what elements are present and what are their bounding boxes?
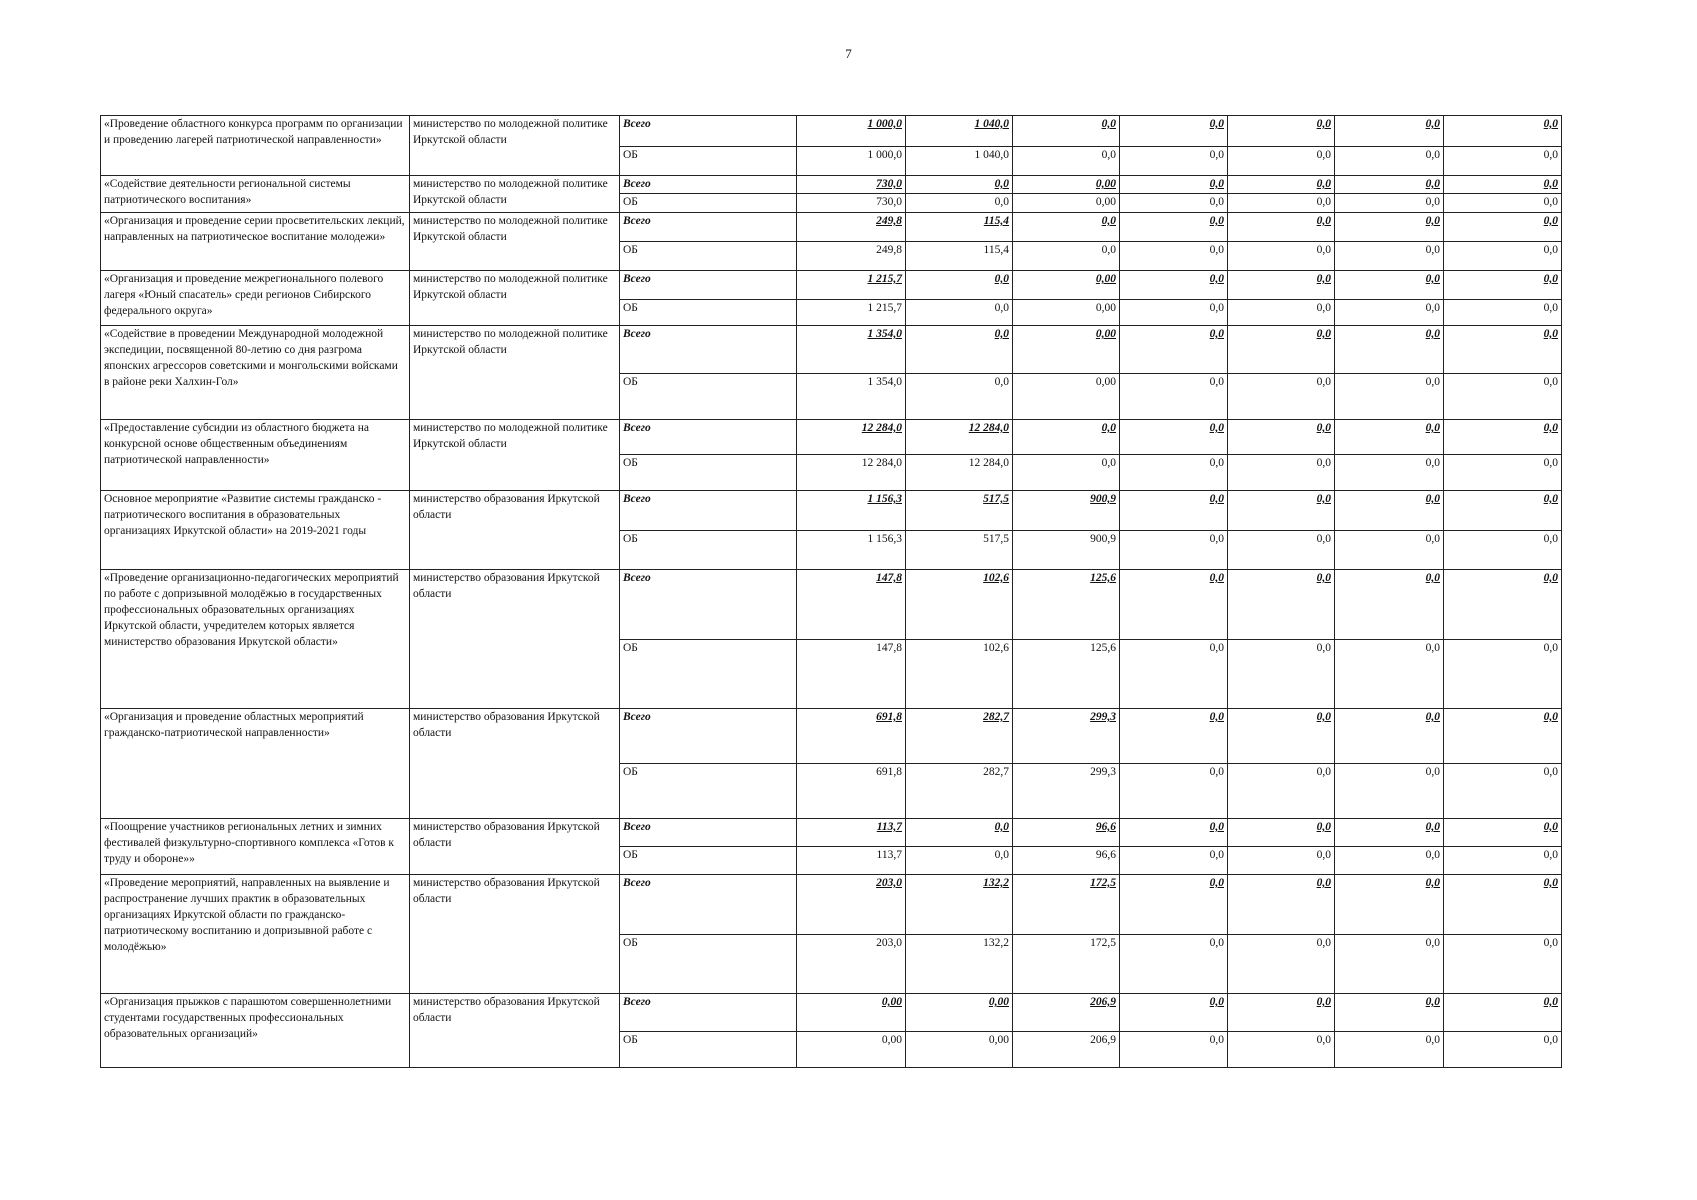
ob-amount-cell: 12 284,0: [906, 455, 1013, 491]
ob-amount-cell: 0,0: [1335, 374, 1444, 420]
funding-source-total-label: Всего: [620, 213, 797, 242]
total-amount-cell: 1 354,0: [797, 326, 906, 374]
total-amount-cell: 0,0: [1444, 709, 1562, 764]
responsible-executor: министерство по молодежной политике Иркутской области: [410, 213, 620, 271]
total-amount-cell: 0,0: [1444, 994, 1562, 1032]
funding-source-ob-label: ОБ: [620, 374, 797, 420]
activity-description: «Поощрение участников региональных летних и зимних фестивалей физкультурно-спортивного комплекса «Готов к труду и обороне»»: [101, 819, 410, 875]
ob-amount-cell: 0,0: [1444, 764, 1562, 819]
total-amount-cell: 0,0: [1013, 420, 1120, 455]
total-amount-cell: 0,0: [1444, 326, 1562, 374]
activity-description: «Содействие деятельности региональной системы патриотического воспитания»: [101, 176, 410, 213]
total-amount-cell: 0,0: [1120, 994, 1228, 1032]
ob-amount-cell: 0,0: [1335, 300, 1444, 326]
ob-amount-cell: 730,0: [797, 194, 906, 213]
total-amount-cell: 0,0: [906, 326, 1013, 374]
total-amount-cell: 0,0: [1444, 875, 1562, 935]
ob-amount-cell: 102,6: [906, 640, 1013, 709]
total-amount-cell: 0,0: [1335, 570, 1444, 640]
total-amount-cell: 1 040,0: [906, 116, 1013, 147]
ob-amount-cell: 0,0: [1335, 531, 1444, 570]
funding-source-ob-label: ОБ: [620, 531, 797, 570]
funding-source-total-label: Всего: [620, 570, 797, 640]
ob-amount-cell: 0,0: [1013, 455, 1120, 491]
ob-amount-cell: 0,0: [1228, 935, 1335, 994]
responsible-executor: министерство образования Иркутской области: [410, 491, 620, 570]
total-amount-cell: 0,0: [1120, 875, 1228, 935]
total-amount-cell: 900,9: [1013, 491, 1120, 531]
total-amount-cell: 0,0: [1228, 570, 1335, 640]
ob-amount-cell: 0,0: [1120, 147, 1228, 176]
table-row: [101, 326, 1562, 374]
ob-amount-cell: 299,3: [1013, 764, 1120, 819]
ob-amount-cell: 0,0: [1335, 455, 1444, 491]
ob-amount-cell: 0,0: [1120, 194, 1228, 213]
total-amount-cell: 0,0: [1120, 819, 1228, 847]
total-amount-cell: 0,0: [1228, 213, 1335, 242]
total-amount-cell: 0,0: [1444, 819, 1562, 847]
ob-amount-cell: 0,0: [906, 847, 1013, 875]
total-amount-cell: 0,0: [1120, 176, 1228, 194]
ob-amount-cell: 0,0: [1335, 194, 1444, 213]
total-amount-cell: 517,5: [906, 491, 1013, 531]
ob-amount-cell: 132,2: [906, 935, 1013, 994]
total-amount-cell: 125,6: [1013, 570, 1120, 640]
activity-description: «Проведение областного конкурса программ по организации и проведению лагерей патриотической направленности»: [101, 116, 410, 176]
ob-amount-cell: 0,0: [1444, 935, 1562, 994]
ob-amount-cell: 1 000,0: [797, 147, 906, 176]
total-amount-cell: 0,0: [1335, 819, 1444, 847]
ob-amount-cell: 0,0: [1444, 242, 1562, 271]
total-amount-cell: 0,0: [1444, 176, 1562, 194]
total-amount-cell: 0,0: [1228, 875, 1335, 935]
total-amount-cell: 203,0: [797, 875, 906, 935]
total-amount-cell: 96,6: [1013, 819, 1120, 847]
table-row: [101, 420, 1562, 455]
total-amount-cell: 0,0: [1228, 326, 1335, 374]
ob-amount-cell: 0,0: [1120, 847, 1228, 875]
ob-amount-cell: 0,0: [1013, 242, 1120, 271]
ob-amount-cell: 0,0: [1120, 640, 1228, 709]
total-amount-cell: 0,0: [1013, 213, 1120, 242]
funding-source-ob-label: ОБ: [620, 455, 797, 491]
funding-source-total-label: Всего: [620, 709, 797, 764]
ob-amount-cell: 203,0: [797, 935, 906, 994]
funding-source-ob-label: ОБ: [620, 194, 797, 213]
ob-amount-cell: 0,00: [1013, 194, 1120, 213]
ob-amount-cell: 0,0: [1120, 374, 1228, 420]
activity-description: «Организация и проведение серии просветительских лекций, направленных на патриотическое воспитание молодежи»: [101, 213, 410, 271]
funding-source-ob-label: ОБ: [620, 242, 797, 271]
ob-amount-cell: 0,0: [1120, 764, 1228, 819]
total-amount-cell: 206,9: [1013, 994, 1120, 1032]
total-amount-cell: 0,0: [1228, 709, 1335, 764]
ob-amount-cell: 0,0: [1335, 764, 1444, 819]
table-row: [101, 709, 1562, 764]
responsible-executor: министерство по молодежной политике Иркутской области: [410, 420, 620, 491]
total-amount-cell: 0,0: [1444, 116, 1562, 147]
total-amount-cell: 132,2: [906, 875, 1013, 935]
ob-amount-cell: 0,0: [1228, 374, 1335, 420]
ob-amount-cell: 12 284,0: [797, 455, 906, 491]
total-amount-cell: 0,0: [1120, 116, 1228, 147]
total-amount-cell: 0,0: [1335, 326, 1444, 374]
funding-source-total-label: Всего: [620, 994, 797, 1032]
total-amount-cell: 12 284,0: [906, 420, 1013, 455]
funding-source-total-label: Всего: [620, 819, 797, 847]
ob-amount-cell: 0,0: [1120, 242, 1228, 271]
activity-description: «Содействие в проведении Международной молодежной экспедиции, посвященной 80-летию со дня разгрома японских агрессоров советскими и монгольскими войсками в районе реки Халхин-Гол»: [101, 326, 410, 420]
ob-amount-cell: 113,7: [797, 847, 906, 875]
ob-amount-cell: 0,00: [906, 1032, 1013, 1068]
total-amount-cell: 0,0: [1335, 420, 1444, 455]
table-row: [101, 819, 1562, 847]
ob-amount-cell: 0,00: [1013, 300, 1120, 326]
total-amount-cell: 0,00: [1013, 326, 1120, 374]
ob-amount-cell: 282,7: [906, 764, 1013, 819]
ob-amount-cell: 0,0: [1228, 764, 1335, 819]
total-amount-cell: 0,0: [1120, 271, 1228, 300]
table-row: [101, 116, 1562, 147]
ob-amount-cell: 1 156,3: [797, 531, 906, 570]
total-amount-cell: 172,5: [1013, 875, 1120, 935]
total-amount-cell: 0,0: [1335, 176, 1444, 194]
total-amount-cell: 0,0: [1120, 420, 1228, 455]
responsible-executor: министерство по молодежной политике Иркутской области: [410, 326, 620, 420]
total-amount-cell: 0,0: [1444, 271, 1562, 300]
ob-amount-cell: 0,0: [1335, 935, 1444, 994]
total-amount-cell: 0,0: [1444, 213, 1562, 242]
total-amount-cell: 115,4: [906, 213, 1013, 242]
funding-source-ob-label: ОБ: [620, 764, 797, 819]
ob-amount-cell: 0,0: [1444, 300, 1562, 326]
ob-amount-cell: 0,0: [906, 300, 1013, 326]
total-amount-cell: 0,0: [1120, 213, 1228, 242]
activity-description: «Организация и проведение межрегионального полевого лагеря «Юный спасатель» среди регионов Сибирского федерального округа»: [101, 271, 410, 326]
funding-source-ob-label: ОБ: [620, 147, 797, 176]
ob-amount-cell: 0,0: [1444, 147, 1562, 176]
total-amount-cell: 0,0: [906, 176, 1013, 194]
funding-source-total-label: Всего: [620, 271, 797, 300]
responsible-executor: министерство по молодежной политике Иркутской области: [410, 176, 620, 213]
ob-amount-cell: 172,5: [1013, 935, 1120, 994]
funding-source-total-label: Всего: [620, 176, 797, 194]
total-amount-cell: 102,6: [906, 570, 1013, 640]
table-row: [101, 271, 1562, 300]
funding-source-total-label: Всего: [620, 420, 797, 455]
total-amount-cell: 0,0: [1228, 420, 1335, 455]
funding-source-ob-label: ОБ: [620, 300, 797, 326]
total-amount-cell: 299,3: [1013, 709, 1120, 764]
total-amount-cell: 0,0: [1335, 994, 1444, 1032]
total-amount-cell: 0,0: [1228, 994, 1335, 1032]
ob-amount-cell: 0,0: [1228, 455, 1335, 491]
ob-amount-cell: 1 215,7: [797, 300, 906, 326]
total-amount-cell: 0,0: [906, 271, 1013, 300]
ob-amount-cell: 0,0: [906, 374, 1013, 420]
table-row: [101, 176, 1562, 194]
total-amount-cell: 0,0: [1120, 326, 1228, 374]
total-amount-cell: 691,8: [797, 709, 906, 764]
financing-table: [100, 115, 1562, 1068]
responsible-executor: министерство по молодежной политике Иркутской области: [410, 271, 620, 326]
ob-amount-cell: 0,0: [1120, 455, 1228, 491]
ob-amount-cell: 0,0: [1120, 935, 1228, 994]
ob-amount-cell: 0,00: [1013, 374, 1120, 420]
total-amount-cell: 0,0: [1228, 491, 1335, 531]
activity-description: «Предоставление субсидии из областного бюджета на конкурсной основе общественным объединениям патриотической направленности»: [101, 420, 410, 491]
activity-description: «Организация и проведение областных мероприятий гражданско-патриотической направленности»: [101, 709, 410, 819]
total-amount-cell: 0,00: [797, 994, 906, 1032]
ob-amount-cell: 0,0: [1444, 1032, 1562, 1068]
total-amount-cell: 0,00: [906, 994, 1013, 1032]
total-amount-cell: 0,00: [1013, 176, 1120, 194]
ob-amount-cell: 517,5: [906, 531, 1013, 570]
total-amount-cell: 282,7: [906, 709, 1013, 764]
ob-amount-cell: 0,0: [1228, 300, 1335, 326]
total-amount-cell: 0,0: [1120, 491, 1228, 531]
funding-source-ob-label: ОБ: [620, 640, 797, 709]
table-row: [101, 994, 1562, 1032]
ob-amount-cell: 0,0: [1013, 147, 1120, 176]
total-amount-cell: 0,0: [1444, 570, 1562, 640]
ob-amount-cell: 0,0: [1335, 847, 1444, 875]
ob-amount-cell: 147,8: [797, 640, 906, 709]
ob-amount-cell: 0,0: [1228, 242, 1335, 271]
funding-source-total-label: Всего: [620, 116, 797, 147]
ob-amount-cell: 1 040,0: [906, 147, 1013, 176]
total-amount-cell: 0,0: [1120, 570, 1228, 640]
activity-description: Основное мероприятие «Развитие системы гражданско - патриотического воспитания в образовательных организациях Иркутской области» на 2019-2021 годы: [101, 491, 410, 570]
ob-amount-cell: 206,9: [1013, 1032, 1120, 1068]
ob-amount-cell: 0,00: [797, 1032, 906, 1068]
funding-source-ob-label: ОБ: [620, 1032, 797, 1068]
responsible-executor: министерство образования Иркутской области: [410, 875, 620, 994]
total-amount-cell: 0,0: [1228, 176, 1335, 194]
ob-amount-cell: 0,0: [906, 194, 1013, 213]
table-row: [101, 213, 1562, 242]
responsible-executor: министерство образования Иркутской области: [410, 994, 620, 1068]
total-amount-cell: 0,0: [906, 819, 1013, 847]
ob-amount-cell: 0,0: [1335, 1032, 1444, 1068]
total-amount-cell: 0,0: [1335, 213, 1444, 242]
ob-amount-cell: 0,0: [1444, 455, 1562, 491]
total-amount-cell: 730,0: [797, 176, 906, 194]
table-row: [101, 875, 1562, 935]
ob-amount-cell: 0,0: [1335, 147, 1444, 176]
total-amount-cell: 147,8: [797, 570, 906, 640]
total-amount-cell: 1 215,7: [797, 271, 906, 300]
ob-amount-cell: 0,0: [1228, 1032, 1335, 1068]
total-amount-cell: 12 284,0: [797, 420, 906, 455]
ob-amount-cell: 1 354,0: [797, 374, 906, 420]
total-amount-cell: 249,8: [797, 213, 906, 242]
ob-amount-cell: 900,9: [1013, 531, 1120, 570]
total-amount-cell: 0,00: [1013, 271, 1120, 300]
total-amount-cell: 0,0: [1228, 819, 1335, 847]
total-amount-cell: 0,0: [1335, 116, 1444, 147]
activity-description: «Проведение мероприятий, направленных на выявление и распространение лучших практик в образовательных организациях Иркутской области по гражданско-патриотическому воспитанию и допризывной работе с молодёжью»: [101, 875, 410, 994]
total-amount-cell: 0,0: [1335, 709, 1444, 764]
ob-amount-cell: 0,0: [1228, 147, 1335, 176]
ob-amount-cell: 691,8: [797, 764, 906, 819]
total-amount-cell: 0,0: [1228, 271, 1335, 300]
total-amount-cell: 1 156,3: [797, 491, 906, 531]
ob-amount-cell: 0,0: [1444, 531, 1562, 570]
activity-description: «Проведение организационно-педагогических мероприятий по работе с допризывной молодёжью в государственных профессиональных образовательных организациях Иркутской области, учредителем которых является министерство образования Иркутской области»: [101, 570, 410, 709]
ob-amount-cell: 96,6: [1013, 847, 1120, 875]
ob-amount-cell: 115,4: [906, 242, 1013, 271]
ob-amount-cell: 0,0: [1335, 242, 1444, 271]
total-amount-cell: 0,0: [1444, 491, 1562, 531]
funding-source-total-label: Всего: [620, 491, 797, 531]
funding-source-ob-label: ОБ: [620, 847, 797, 875]
ob-amount-cell: 125,6: [1013, 640, 1120, 709]
ob-amount-cell: 0,0: [1444, 194, 1562, 213]
ob-amount-cell: 0,0: [1228, 194, 1335, 213]
ob-amount-cell: 0,0: [1228, 847, 1335, 875]
total-amount-cell: 0,0: [1444, 420, 1562, 455]
funding-source-total-label: Всего: [620, 326, 797, 374]
ob-amount-cell: 0,0: [1120, 300, 1228, 326]
ob-amount-cell: 0,0: [1228, 531, 1335, 570]
ob-amount-cell: 249,8: [797, 242, 906, 271]
total-amount-cell: 0,0: [1013, 116, 1120, 147]
ob-amount-cell: 0,0: [1120, 531, 1228, 570]
total-amount-cell: 0,0: [1228, 116, 1335, 147]
responsible-executor: министерство образования Иркутской области: [410, 709, 620, 819]
total-amount-cell: 0,0: [1335, 491, 1444, 531]
page-number: 7: [845, 46, 852, 61]
ob-amount-cell: 0,0: [1120, 1032, 1228, 1068]
activity-description: «Организация прыжков с парашютом совершеннолетними студентами государственных профессиональных образовательных организаций»: [101, 994, 410, 1068]
responsible-executor: министерство образования Иркутской области: [410, 570, 620, 709]
ob-amount-cell: 0,0: [1228, 640, 1335, 709]
funding-source-ob-label: ОБ: [620, 935, 797, 994]
total-amount-cell: 1 000,0: [797, 116, 906, 147]
table-row: [101, 570, 1562, 640]
table-row: [101, 491, 1562, 531]
ob-amount-cell: 0,0: [1444, 640, 1562, 709]
responsible-executor: министерство образования Иркутской области: [410, 819, 620, 875]
responsible-executor: министерство по молодежной политике Иркутской области: [410, 116, 620, 176]
total-amount-cell: 113,7: [797, 819, 906, 847]
total-amount-cell: 0,0: [1120, 709, 1228, 764]
funding-source-total-label: Всего: [620, 875, 797, 935]
total-amount-cell: 0,0: [1335, 875, 1444, 935]
ob-amount-cell: 0,0: [1444, 374, 1562, 420]
ob-amount-cell: 0,0: [1335, 640, 1444, 709]
total-amount-cell: 0,0: [1335, 271, 1444, 300]
ob-amount-cell: 0,0: [1444, 847, 1562, 875]
